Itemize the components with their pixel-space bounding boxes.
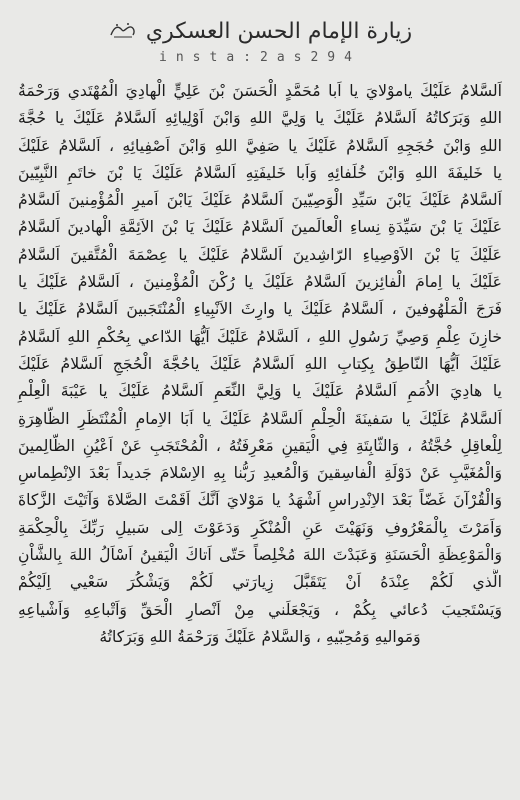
- text-line: خازِنَ عِلْمِ وَصِيِّ رَسُولِ اللهِ ، اَلسَّلامُ عَلَيْكَ اَيُّهَا الدّاعي بِحُكْمِ اللهِ اَلسَّلامُ: [18, 327, 502, 346]
- text-line: لِلْعاقِلِ حُجَّتُهُ ، وَالثّابِتَةِ فِي الْيَقينِ مَعْرِفَتُهُ ، الْمُحْتَجَبِ عَنْ اَعْيُنِ الظّالِمينَ: [18, 436, 502, 455]
- text-line: اللهِ وَبَرَكاتُهُ اَلسَّلامُ عَلَيْكَ يا وَلِيَّ اللهِ وَابْنَ اَوْلِيائِهِ اَلسَّلامُ عَلَيْكَ يا حُجَّةَ: [18, 109, 502, 128]
- text-line: وَالْمُغَيَّبِ عَنْ دَوْلَةِ الْفاسِقينَ وَالْمُعيدِ رَبُّنا بِهِ الاِسْلامَ جَديداً بَعْدَ الاِنْطِماسِ: [18, 464, 502, 483]
- text-line: الَّذي لَكُمْ عِنْدَهُ اَنْ يَتَقَبَّلَ زِيارَتي لَكُمْ وَيَشْكُرَ سَعْيي اِلَيْكُمْ: [18, 573, 502, 592]
- page-title: زيارة الإمام الحسن العسكري: [145, 18, 413, 44]
- text-line: عَلَيْكَ يَا بْنَ سَيِّدَةِ نِساءِ الْعالَمينَ اَلسَّلامُ عَلَيْكَ يَا بْنَ الاَئِمَّةِ الْهادينَ اَلسَّلامُ: [18, 218, 502, 237]
- text-line: وَاَمَرْتَ بِالْمَعْرُوفِ وَنَهَيْتَ عَنِ الْمُنْكَرِ وَدَعَوْتَ اِلى سَبيلِ رَبِّكَ بِالْحِكْمَةِ: [18, 518, 502, 537]
- title-row: [16, 14, 504, 48]
- text-line: عَلَيْكَ يا اِمامَ الْفائِزينَ اَلسَّلامُ عَلَيْكَ يا رُكْنَ الْمُؤْمِنينَ ، اَلسَّلامُ عَلَيْكَ يا: [18, 273, 502, 292]
- instagram-handle: insta:2as294: [159, 50, 361, 65]
- text-line: وَمَواليهِ وَمُحِبّيهِ ، وَالسَّلامُ عَلَيْكَ وَرَحْمَةُ اللهِ وَبَرَكاتُهُ: [99, 627, 421, 646]
- text-line: عَلَيْكَ يَا بْنَ الاَوْصِياءِ الرّاشِدينَ اَلسَّلامُ عَلَيْكَ يا عِصْمَةَ الْمُتَّقينَ اَلسَّلامُ: [18, 245, 502, 264]
- text-line: وَالْمَوْعِظَةِ الْحَسَنَةِ وَعَبَدْتَ اللهَ مُخْلِصاً حَتّى اَتاكَ الْيَقينُ اَسْاَلُ اللهَ بِالشَّاْنِ: [18, 546, 502, 565]
- zyara-text-body: [16, 78, 504, 651]
- calligraphy-seal-icon: [108, 20, 138, 42]
- text-line: وَالْقُرْآنَ غَضّاً بَعْدَ الاِنْدِراسِ اَشْهَدُ يا مَوْلايَ اَنَّكَ اَقَمْتَ الصَّلاةَ وَآتَيْتَ الزَّكاةَ: [18, 491, 502, 510]
- text-line: يا هادِيَ الاُمَمِ اَلسَّلامُ عَلَيْكَ يا وَلِيَّ النِّعَمِ اَلسَّلامُ عَلَيْكَ يا عَيْبَةَ الْعِلْمِ: [18, 382, 502, 401]
- text-line: اَلسَّلامُ عَلَيْكَ ياموْلايَ يا اَبا مُحَمَّدٍ الْحَسَنَ بْنَ عَلِيٍّ الْهادِيَ الْمُهْتَدي وَرَحْمَةُ: [18, 82, 502, 100]
- text-line: يا خَليفَةَ اللهِ وَابْنَ خُلَفائِهِ وَاَبا خَليفَتِهِ اَلسَّلامُ عَلَيْكَ يَا بْنَ خاتَمِ النَّبِيّينَ: [18, 163, 502, 182]
- text-line: اَلسَّلامُ عَلَيْكَ يا سَفينَةَ الْحِلْمِ اَلسَّلامُ عَلَيْكَ يا اَبَا الاِمامِ الْمُنْتَظَرِ الظّاهِرَةِ: [18, 409, 502, 428]
- text-line: فَرَجَ الْمَلْهُوفينَ ، اَلسَّلامُ عَلَيْكَ يا وارِثَ الاَنْبِياءِ الْمُنْتَجَبينَ اَلسَّلامُ عَلَيْكَ يا: [18, 300, 502, 319]
- text-line: اللهِ وَابْنَ حُجَجِهِ اَلسَّلامُ عَلَيْكَ يا صَفِيَّ اللهِ وَابْنَ اَصْفِيائِهِ ، اَلسَّلامُ عَلَيْكَ: [18, 136, 502, 155]
- text-line: وَيَسْتَجيبَ دُعائي بِكُمْ ، وَيَجْعَلَني مِنْ اَنْصارِ الْحَقِّ وَاَتْباعِهِ وَاَشْياعِهِ: [18, 600, 502, 619]
- text-line: اَلسَّلامُ عَلَيْكَ يَابْنَ سَيِّدِ الْوَصِيّينَ اَلسَّلامُ عَلَيْكَ يَابْنَ اَميرِ الْمُؤْمِنينَ اَلسَّلامُ: [18, 191, 502, 210]
- text-line: عَلَيْكَ اَيُّهَا النّاطِقُ بِكِتابِ اللهِ اَلسَّلامُ عَلَيْكَ ياحُجَّةَ الْحُجَجِ اَلسَّلامُ عَلَيْكَ: [18, 354, 502, 373]
